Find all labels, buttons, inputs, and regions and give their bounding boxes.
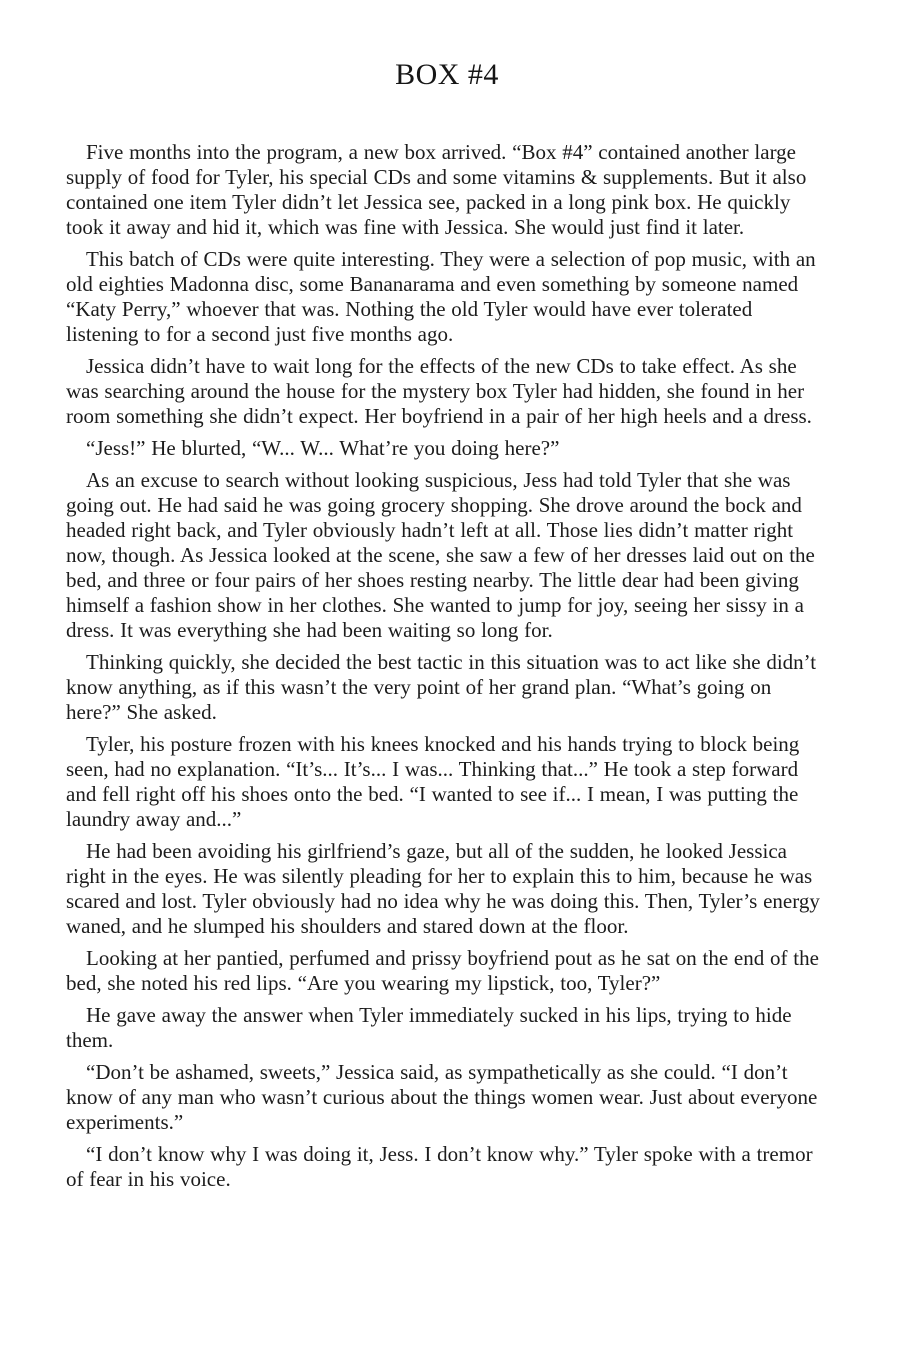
paragraph: He gave away the answer when Tyler immediately sucked in his lips, trying to hide them. (66, 1003, 792, 1052)
paragraph: “Jess!” He blurted, “W... W... What’re you doing here?” (86, 436, 560, 460)
paragraph: Thinking quickly, she decided the best tactic in this situation was to act like she didn’t know anything, as if this wasn’t the very point of her grand plan. “What’s going on here?” She asked. (66, 650, 817, 724)
paragraph: He had been avoiding his girlfriend’s gaze, but all of the sudden, he looked Jessica right in the eyes. He was silently pleading for her to explain this to him, because he was scared and lost. Tyler obviously had no idea why he was doing this. Then, Tyler’s energy waned, and he slumped his shoulders and stared down at the floor. (66, 839, 820, 938)
paragraph: Looking at her pantied, perfumed and prissy boyfriend pout as he sat on the end of the bed, she noted his red lips. “Are you wearing my lipstick, too, Tyler?” (66, 946, 819, 995)
paragraph: “Don’t be ashamed, sweets,” Jessica said, as sympathetically as she could. “I don’t know of any man who wasn’t curious about the things women wear. Just about everyone experiments.” (66, 1060, 818, 1134)
paragraph: This batch of CDs were quite interesting. They were a selection of pop music, with an old eighties Madonna disc, some Bananarama and even something by someone named “Katy Perry,” whoever that was. Nothing the old Tyler would have ever tolerated listening to for a second just five months ago. (66, 247, 816, 346)
paragraph: Five months into the program, a new box arrived. “Box #4” contained another large supply of food for Tyler, his special CDs and some vitamins & supplements. But it also contained one item Tyler didn’t let Jessica see, packed in a long pink box. He quickly took it away and hid it, which was fine with Jessica. She would just find it later. (66, 140, 807, 239)
chapter-body (66, 140, 828, 1192)
paragraph: Jessica didn’t have to wait long for the effects of the new CDs to take effect. As she was searching around the house for the mystery box Tyler had hidden, she found in her room something she didn’t expect. Her boyfriend in a pair of her high heels and a dress. (66, 354, 812, 428)
paragraph: As an excuse to search without looking suspicious, Jess had told Tyler that she was going out. He had said he was going grocery shopping. She drove around the bock and headed right back, and Tyler obviously hadn’t left at all. Those lies didn’t matter right now, though. As Jessica looked at the scene, she saw a few of her dresses laid out on the bed, and three or four pairs of her shoes resting nearby. The little dear had been giving himself a fashion show in her clothes. She wanted to jump for joy, seeing her sissy in a dress. It was everything she had been waiting so long for. (66, 468, 815, 642)
chapter-title: BOX #4 (395, 58, 499, 91)
paragraph: Tyler, his posture frozen with his knees knocked and his hands trying to block being seen, had no explanation. “It’s... It’s... I was... Thinking that...” He took a step forward and fell right off his shoes onto the bed. “I wanted to see if... I mean, I was putting the laundry away and...” (66, 732, 800, 831)
paragraph: “I don’t know why I was doing it, Jess. I don’t know why.” Tyler spoke with a tremor of fear in his voice. (66, 1142, 813, 1191)
